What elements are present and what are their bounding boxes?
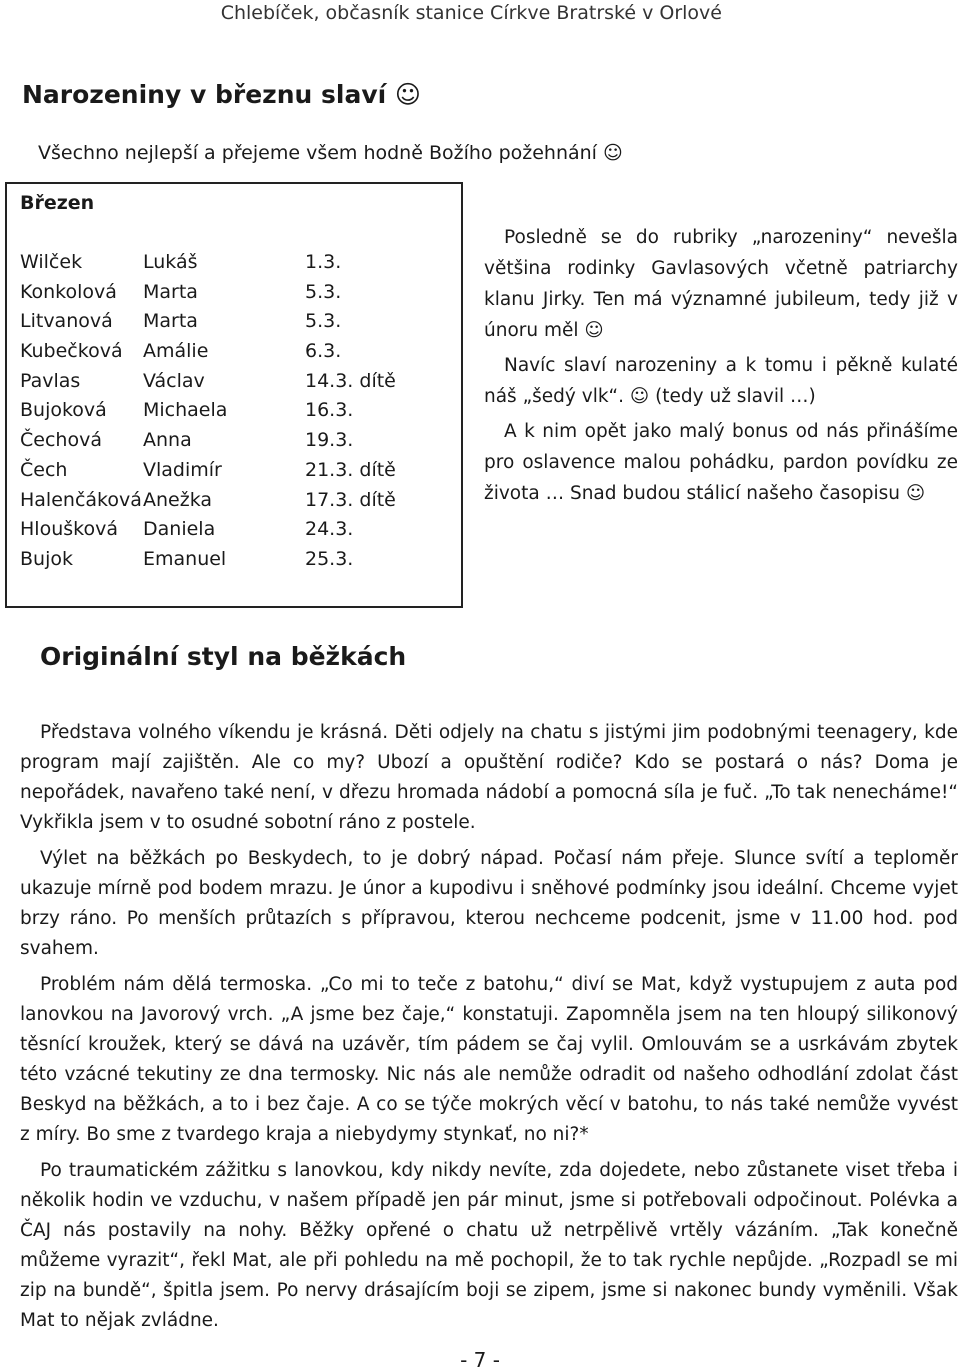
birthday-date: 25.3.: [305, 547, 354, 570]
last-name: Pavlas: [20, 369, 81, 392]
birthday-date: 5.3.: [305, 280, 342, 303]
note-paragraph: Posledně se do rubriky „narozeniny“ nevešla většina rodinky Gavlasových včetně patriarchy klanu Jirky. Ten má významné jubileum, tedy již v únoru měl ☺: [484, 227, 958, 341]
last-name: Bujoková: [20, 399, 107, 422]
last-name: Hloušková: [20, 518, 118, 541]
month-label: Březen: [20, 192, 95, 214]
page-header: Chlebíček, občasník stanice Církve Bratrské v Orlové: [220, 2, 722, 24]
last-name: Litvanová: [20, 310, 113, 333]
first-name: Marta: [143, 310, 198, 333]
first-name: Michaela: [143, 399, 228, 422]
first-name: Daniela: [143, 518, 216, 541]
first-name: Emanuel: [143, 547, 227, 570]
last-name: Kubečková: [20, 340, 123, 363]
last-name: Konkolová: [20, 280, 117, 303]
note-paragraph: Navíc slaví narozeniny a k tomu i pěkně kulaté náš „šedý vlk“. ☺ (tedy už slavil …): [484, 355, 958, 407]
birthdays-title: Narozeniny v březnu slaví ☺: [22, 80, 421, 109]
first-name: Anežka: [143, 488, 213, 511]
page-number: - 7 -: [460, 1348, 500, 1372]
birthday-list-box: [5, 182, 463, 608]
first-name: Lukáš: [143, 251, 198, 273]
birthday-date: 16.3.: [305, 399, 354, 422]
note-paragraph: A k nim opět jako malý bonus od nás přinášíme pro oslavence malou pohádku, pardon povídku ze života … Snad budou stálicí našeho časopisu ☺: [484, 421, 958, 504]
article-paragraph: Výlet na běžkách po Beskydech, to je dobrý nápad. Počasí nám přeje. Slunce svítí a teploměr ukazuje mírně pod bodem mrazu. Je únor a kupodivu i sněhové podmínky jsou ideální. Chceme vyjet brzy ráno. Po menších průtazích s přípravou, kterou nechceme podcenit, jsme v 11.00 hod. pod svahem.: [20, 848, 958, 959]
first-name: Anna: [143, 429, 192, 452]
first-name: Vladimír: [143, 458, 222, 481]
birthdays-intro: Všechno nejlepší a přejeme všem hodně Božího požehnání ☺: [38, 142, 623, 164]
article-body: [20, 718, 958, 1342]
first-name: Amálie: [143, 340, 209, 363]
last-name: Bujok: [20, 547, 73, 570]
article-paragraph: Představa volného víkendu je krásná. Děti odjely na chatu s jistými jim podobnými teenagery, kde program mají zajištěn. Ale co my? Ubozí a opuštění rodiče? Kdo se postará o nás? Doma je nepořádek, navařeno také není, v dřezu hromada nádobí a pomocná síla je fuč. „To tak nenecháme!“ Vykřikla jsem v to osudné sobotní ráno z postele.: [20, 722, 958, 833]
article-title: Originální styl na běžkách: [40, 642, 407, 671]
birthday-date: 1.3.: [305, 251, 342, 273]
birthday-date: 14.3. dítě: [305, 369, 396, 392]
article-paragraph: Po traumatickém zážitku s lanovkou, kdy nikdy nevíte, zda dojedete, nebo zůstanete viset třeba i několik hodin ve vzduchu, v našem případě jen pár minut, jsme si potřebovali odpočinout. Polévka a ČAJ nás postavily na nohy. Běžky opřené o chatu už netrpělivě vrtěly vázáním. „Tak konečně můžeme vyrazit“, řekl Mat, ale při pohledu na mě pochopil, že to tak rychle nepůjde. „Rozpadl se mi zip na bundě“, špitla jsem. Po nervy drásajícím boji se zipem, jsme si nakonec bundy vyměnili. Však Mat to nějak zvládne.: [20, 1160, 958, 1331]
last-name: Wilček: [20, 251, 83, 273]
last-name: Halenčáková: [20, 488, 142, 511]
birthday-date: 5.3.: [305, 310, 342, 333]
birthday-date: 21.3. dítě: [305, 458, 396, 481]
article-paragraph: Problém nám dělá termoska. „Co mi to teče z batohu,“ diví se Mat, když vystupujem z auta pod lanovkou na Javorový vrch. „A jsme bez čaje,“ konstatuji. Zapomněla jsem na ten hloupý silikonový těsnící kroužek, který se dává na uzávěr, tím pádem se čaj vylil. Omlouvám se a usrkávám zbytek této vzácné tekutiny ze dna termosky. Nic nás ale nemůže odradit od našeho odhodlání zdolat část Beskyd na běžkách, a to i bez čaje. A co se týče mokrých věcí v batohu, to nás také nemůže vyvést z míry. Bo sme z tvardego kraja a niebydymy stynkať, no ni?*: [20, 974, 958, 1145]
birthday-note: [484, 222, 958, 513]
first-name: Václav: [143, 369, 205, 392]
birthday-date: 24.3.: [305, 518, 354, 541]
last-name: Čechová: [20, 429, 102, 452]
first-name: Marta: [143, 280, 198, 303]
last-name: Čech: [20, 458, 68, 481]
birthday-date: 19.3.: [305, 429, 354, 452]
birthday-date: 17.3. dítě: [305, 488, 396, 511]
birthday-date: 6.3.: [305, 340, 342, 363]
